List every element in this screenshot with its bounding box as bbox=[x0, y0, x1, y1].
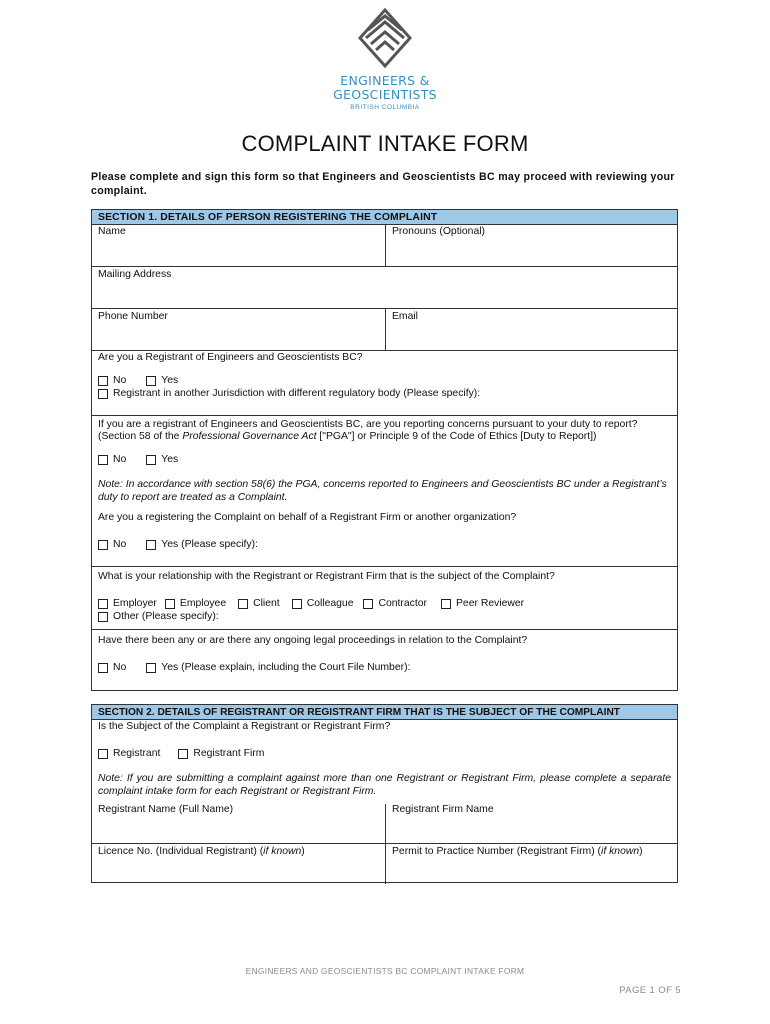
duty-row bbox=[92, 416, 677, 512]
brand-line-2: GEOSCIENTISTS bbox=[333, 87, 437, 102]
name-label: Name bbox=[98, 226, 126, 237]
name-row bbox=[92, 225, 677, 267]
registrant-name-field[interactable] bbox=[92, 804, 386, 843]
behalf-question: Are you a registering the Complaint on behalf of a Registrant Firm or another organization? bbox=[98, 512, 517, 523]
behalf-row bbox=[92, 512, 677, 567]
section-2-header: SECTION 2. DETAILS OF REGISTRANT OR REGISTRANT FIRM THAT IS THE SUBJECT OF THE COMPLAINT bbox=[92, 705, 677, 720]
registrant-question: Are you a Registrant of Engineers and Geoscientists BC? bbox=[98, 352, 363, 363]
duty-question-line-1: If you are a registrant of Engineers and Geoscientists BC, are you reporting concerns pursuant to your duty to report? bbox=[98, 419, 638, 430]
registrant-yes-checkbox[interactable] bbox=[146, 376, 156, 386]
duty-no-checkbox[interactable] bbox=[98, 455, 108, 465]
registrant-name-label: Registrant Name (Full Name) bbox=[98, 804, 234, 815]
rel-employee-label: Employee bbox=[179, 597, 227, 609]
rel-employee-checkbox[interactable] bbox=[165, 599, 175, 609]
behalf-no-label: No bbox=[113, 538, 127, 550]
rel-contractor-checkbox[interactable] bbox=[363, 599, 373, 609]
name-field[interactable] bbox=[92, 225, 386, 266]
legal-yes-label: Yes (Please explain, including the Court File Number): bbox=[161, 661, 411, 673]
section-2-table bbox=[91, 704, 678, 883]
registrant-other-jurisdiction-label: Registrant in another Jurisdiction with different regulatory body (Please specify): bbox=[113, 387, 481, 399]
brand-line-1: ENGINEERS & bbox=[340, 73, 430, 88]
behalf-yes-label: Yes (Please specify): bbox=[161, 538, 258, 550]
permit-label: Permit to Practice Number (Registrant Firm) ( bbox=[392, 846, 602, 857]
section-1-header: SECTION 1. DETAILS OF PERSON REGISTERING THE COMPLAINT bbox=[92, 210, 677, 225]
mailing-address-field[interactable] bbox=[92, 267, 677, 308]
permit-close: ) bbox=[639, 846, 643, 857]
rel-contractor-label: Contractor bbox=[378, 597, 427, 609]
registrant-name-row bbox=[92, 804, 677, 844]
licence-if-known: if known bbox=[263, 846, 302, 857]
behalf-yes-checkbox[interactable] bbox=[146, 540, 156, 550]
mailing-row bbox=[92, 267, 677, 309]
licence-row bbox=[92, 844, 677, 884]
rel-other-label: Other (Please specify): bbox=[113, 610, 219, 622]
registrant-no-checkbox[interactable] bbox=[98, 376, 108, 386]
rel-employer-checkbox[interactable] bbox=[98, 599, 108, 609]
firm-name-label: Registrant Firm Name bbox=[392, 804, 494, 815]
phone-field[interactable] bbox=[92, 309, 386, 350]
subject-question: Is the Subject of the Complaint a Registrant or Registrant Firm? bbox=[98, 721, 391, 732]
page-title: COMPLAINT INTAKE FORM bbox=[241, 131, 529, 156]
rel-employer-label: Employer bbox=[113, 597, 157, 609]
phone-email-row bbox=[92, 309, 677, 351]
organization-logo bbox=[0, 8, 770, 111]
rel-other-checkbox[interactable] bbox=[98, 612, 108, 622]
legal-no-checkbox[interactable] bbox=[98, 663, 108, 673]
licence-close: ) bbox=[301, 846, 305, 857]
duty-no-label: No bbox=[113, 453, 127, 465]
brand-line-3: BRITISH COLUMBIA bbox=[350, 104, 420, 111]
subject-registrant-label: Registrant bbox=[113, 747, 161, 759]
duty-yes-label: Yes bbox=[161, 453, 179, 465]
duty-note: Note: In accordance with section 58(6) the PGA, concerns reported to Engineers and Geoscientists BC under a Registrant’s duty to report are treated as a Complaint. bbox=[98, 479, 667, 503]
permit-field[interactable] bbox=[386, 844, 677, 884]
phone-label: Phone Number bbox=[98, 311, 168, 322]
page-number: PAGE 1 OF 5 bbox=[619, 985, 681, 996]
behalf-no-checkbox[interactable] bbox=[98, 540, 108, 550]
registrant-yes-label: Yes bbox=[161, 374, 179, 386]
registrant-row bbox=[92, 351, 677, 416]
diamond-logo-icon bbox=[358, 8, 412, 74]
section-1-table bbox=[91, 209, 678, 691]
rel-client-label: Client bbox=[253, 597, 280, 609]
permit-if-known: if known bbox=[601, 846, 640, 857]
relationship-question: What is your relationship with the Registrant or Registrant Firm that is the subject of the Complaint? bbox=[98, 571, 555, 582]
relationship-row bbox=[92, 567, 677, 630]
subject-row bbox=[92, 720, 677, 804]
registrant-other-jurisdiction-checkbox[interactable] bbox=[98, 389, 108, 399]
registrant-no-label: No bbox=[113, 374, 127, 386]
pronouns-label: Pronouns (Optional) bbox=[392, 226, 485, 237]
subject-firm-label: Registrant Firm bbox=[193, 747, 265, 759]
legal-row bbox=[92, 630, 677, 696]
rel-client-checkbox[interactable] bbox=[238, 599, 248, 609]
legal-no-label: No bbox=[113, 661, 127, 673]
page-footer: ENGINEERS AND GEOSCIENTISTS BC COMPLAINT INTAKE FORM bbox=[245, 966, 525, 976]
duty-question-pre: (Section 58 of the bbox=[98, 431, 183, 442]
legal-question: Have there been any or are there any ongoing legal proceedings in relation to the Complaint? bbox=[98, 635, 528, 646]
subject-registrant-checkbox[interactable] bbox=[98, 749, 108, 759]
rel-peer-reviewer-checkbox[interactable] bbox=[441, 599, 451, 609]
firm-name-field[interactable] bbox=[386, 804, 677, 843]
duty-yes-checkbox[interactable] bbox=[146, 455, 156, 465]
mailing-address-label: Mailing Address bbox=[98, 269, 172, 280]
email-label: Email bbox=[392, 311, 418, 322]
duty-question-post: ["PGA"] or Principle 9 of the Code of Ethics [Duty to Report]) bbox=[316, 431, 597, 442]
licence-label: Licence No. (Individual Registrant) ( bbox=[98, 846, 264, 857]
rel-peer-reviewer-label: Peer Reviewer bbox=[456, 597, 525, 609]
rel-colleague-checkbox[interactable] bbox=[292, 599, 302, 609]
duty-question-act: Professional Governance Act bbox=[182, 431, 317, 442]
rel-colleague-label: Colleague bbox=[306, 597, 354, 609]
subject-firm-checkbox[interactable] bbox=[178, 749, 188, 759]
legal-yes-checkbox[interactable] bbox=[146, 663, 156, 673]
licence-field[interactable] bbox=[92, 844, 386, 884]
email-field[interactable] bbox=[386, 309, 677, 350]
section-2-note: Note: If you are submitting a complaint against more than one Registrant or Registrant Firm, please complete a separate complaint intake form for each Registrant or Registrant Firm. bbox=[98, 773, 671, 797]
pronouns-field[interactable] bbox=[386, 225, 677, 266]
intro-text: Please complete and sign this form so that Engineers and Geoscientists BC may proceed with reviewing your complaint. bbox=[91, 171, 675, 197]
